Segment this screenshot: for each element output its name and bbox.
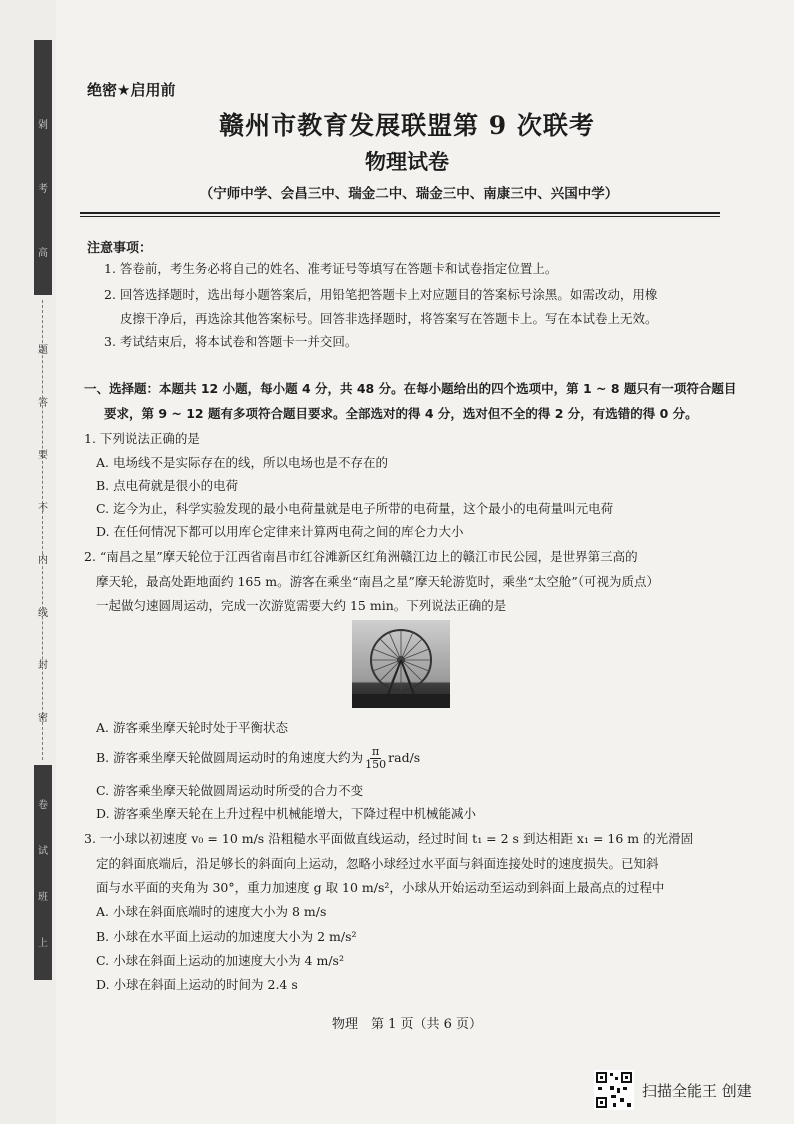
section-heading: 一、选择题：本题共 12 小题，每小题 4 分，共 48 分。在每小题给出的四个选项中，第 1 ~ 8 题只有一项符合题目 [84, 381, 737, 396]
header-rule-thick [80, 212, 720, 214]
ferris-wheel-photo [352, 620, 450, 708]
exam-title: 赣州市教育发展联盟第 9 次联考 [219, 111, 595, 140]
question-stem: 摩天轮，最高处距地面约 165 m。游客在乘坐“南昌之星”摩天轮游览时，乘坐“太空舱”（可视为质点） [96, 574, 659, 589]
notes-item: 3. 考试结束后，将本试卷和答题卡一并交回。 [104, 334, 358, 349]
notes-item: 1. 答卷前，考生务必将自己的姓名、准考证号等填写在答题卡和试卷指定位置上。 [104, 261, 558, 276]
subject-title: 物理试卷 [365, 149, 449, 174]
notes-title: 注意事项： [87, 241, 153, 256]
option-a: A. 游客乘坐摩天轮时处于平衡状态 [96, 720, 288, 735]
binding-char: 内 [38, 555, 48, 567]
binding-char: 上 [38, 938, 48, 949]
binding-char: 班 [38, 892, 48, 903]
question-stem: 1. 下列说法正确的是 [84, 431, 200, 446]
binding-char: 封 [38, 660, 48, 672]
binding-char: 不 [38, 502, 48, 514]
watermark-text: 扫描全能王 创建 [642, 1081, 752, 1100]
binding-char: 要 [38, 450, 48, 462]
option-d: D. 小球在斜面上运动的时间为 2.4 s [96, 977, 298, 992]
option-a: A. 电场线不是实际存在的线，所以电场也是不存在的 [96, 455, 388, 470]
page-footer: 物理 第 1 页（共 6 页） [331, 1017, 483, 1032]
option-b-unit: rad/s [388, 750, 421, 765]
binding-char: 考 [38, 184, 48, 195]
header-rule-thin [80, 216, 720, 217]
binding-middle-text [34, 345, 52, 725]
notes-item: 皮擦干净后，再选涂其他答案标号。回答非选择题时，将答案写在答题卡上。写在本试卷上无效。 [120, 311, 658, 326]
binding-lower-text [34, 800, 52, 950]
binding-char: 答 [38, 397, 48, 409]
school-list: （宁师中学、会昌三中、瑞金二中、瑞金三中、南康三中、兴国中学） [199, 186, 619, 202]
option-b: B. 小球在水平面上运动的加速度大小为 2 m/s² [96, 929, 357, 944]
fraction-denominator: 150 [365, 758, 387, 771]
binding-char: 卷 [38, 800, 48, 811]
question-stem: 定的斜面底端后，沿足够长的斜面向上运动，忽略小球经过水平面与斜面连接处时的速度损失。已知斜 [96, 856, 659, 871]
secret-label: 绝密★启用前 [87, 81, 176, 99]
section-heading-cont: 要求，第 9 ~ 12 题有多项符合题目要求。全部选对的得 4 分，选对但不全的得 2 分，有选错的得 0 分。 [104, 406, 698, 421]
option-c: C. 游客乘坐摩天轮做圆周运动时所受的合力不变 [96, 783, 364, 798]
qr-code-icon [594, 1070, 634, 1110]
option-c: C. 小球在斜面上运动的加速度大小为 4 m/s² [96, 953, 344, 968]
binding-char: 高 [38, 248, 48, 259]
binding-char: 剁 [38, 120, 48, 131]
option-b-text: B. 游客乘坐摩天轮做圆周运动时的角速度大约为 [96, 750, 364, 765]
notes-item: 2. 回答选择题时，选出每小题答案后，用铅笔把答题卡上对应题目的答案标号涂黑。如需改动，用橡 [104, 287, 658, 302]
option-c: C. 迄今为止，科学实验发现的最小电荷量就是电子所带的电荷量，这个最小的电荷量叫元电荷 [96, 501, 614, 516]
ferris-wheel-icon [352, 620, 450, 708]
question-stem: 一起做匀速圆周运动，完成一次游览需要大约 15 min。下列说法正确的是 [96, 598, 507, 613]
scanner-watermark [594, 1070, 752, 1110]
option-d: D. 在任何情况下都可以用库仑定律来计算两电荷之间的库仑力大小 [96, 524, 464, 539]
binding-char: 试 [38, 846, 48, 857]
option-b: B. 点电荷就是很小的电荷 [96, 478, 239, 493]
binding-char: 线 [38, 607, 48, 619]
option-b [96, 746, 420, 771]
fraction [365, 746, 386, 771]
question-stem: 面与水平面的夹角为 30°，重力加速度 g 取 10 m/s²，小球从开始运动至运动到斜面上最高点的过程中 [96, 880, 665, 895]
question-stem: 3. 一小球以初速度 v₀ = 10 m/s 沿粗糙水平面做直线运动，经过时间 t₁ = 2 s 到达相距 x₁ = 16 m 的光滑固 [84, 831, 694, 846]
option-d: D. 游客乘坐摩天轮在上升过程中机械能增大，下降过程中机械能减小 [96, 806, 477, 821]
binding-char: 题 [38, 345, 48, 356]
binding-char: 密 [38, 712, 48, 724]
question-stem: 2. “南昌之星”摩天轮位于江西省南昌市红谷滩新区红角洲赣江边上的赣江市民公园，是世界第三高的 [84, 549, 638, 564]
option-a: A. 小球在斜面底端时的速度大小为 8 m/s [96, 904, 327, 919]
fraction-numerator: π [372, 745, 380, 758]
